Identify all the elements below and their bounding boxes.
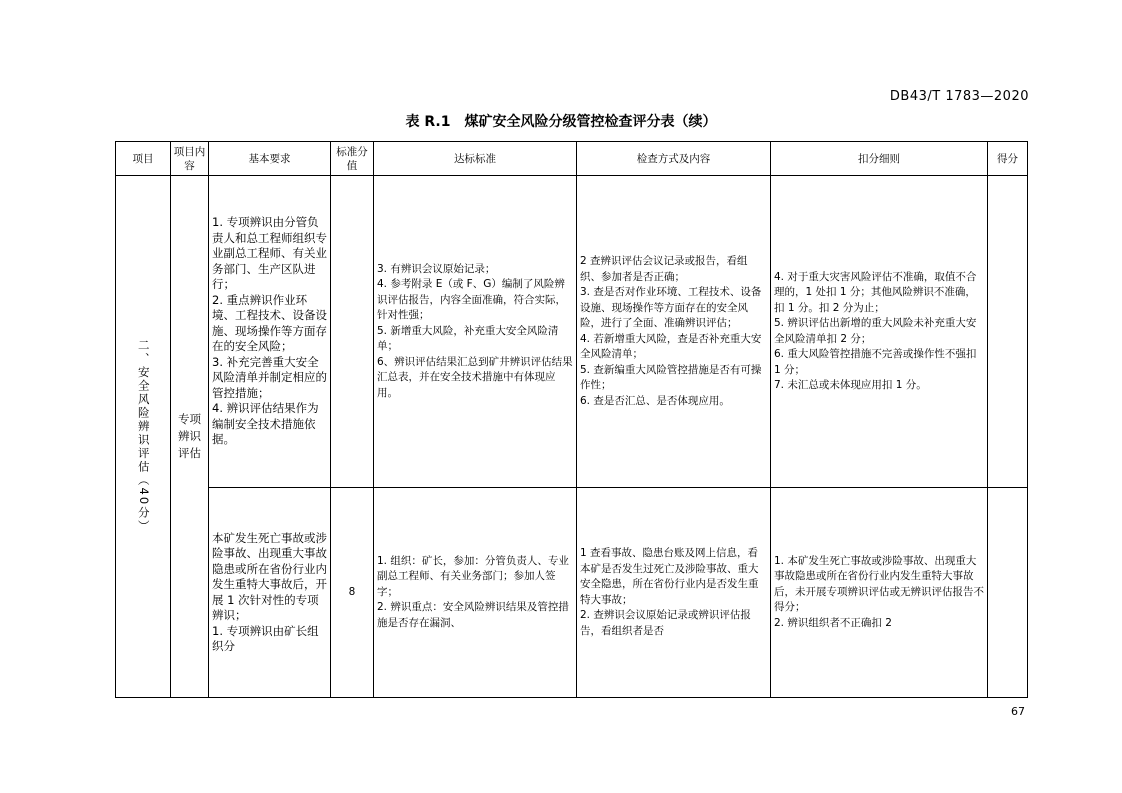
standard-code: DB43/T 1783—2020 (889, 89, 1029, 104)
col-header-standard-score: 标准分值 (331, 142, 374, 176)
method-line: 2. 查辨识会议原始记录或辨识评估报告，看组织者是否 (580, 609, 751, 637)
standard-line: 2. 辨识重点：安全风险辨识结果及管控措施是否存在漏洞、 (377, 601, 569, 629)
col-header-compliance-standard: 达标标准 (374, 142, 577, 176)
requirement-cell (209, 176, 331, 488)
method-cell (577, 488, 771, 698)
category-cell: 二、安全风险辨识评估（40分） (116, 176, 171, 698)
deduction-line: 2. 辨识组织者不正确扣 2 (774, 616, 892, 629)
standard-line: 3. 有辨识会议原始记录； (377, 262, 496, 275)
method-line: 3. 查是否对作业环境、工程技术、设备设施、现场操作等方面存在的安全风险，进行了全面、准确辨识评估； (580, 286, 762, 329)
requirement-line: 2. 重点辨识作业环境、工程技术、设备设施、现场操作等方面存在的安全风险； (212, 292, 327, 354)
standard-line: 6、辨识评估结果汇总到矿井辨识评估结果汇总表，并在安全技术措施中有体现应用。 (377, 355, 573, 399)
col-header-score-obtained: 得分 (988, 142, 1028, 176)
result-cell (988, 488, 1028, 698)
requirement-line: 1. 专项辨识由分管负责人和总工程师组织专业副总工程师、有关业务部门、生产区队进行； (212, 215, 327, 292)
deduction-line: 1. 本矿发生死亡事故或涉险事故、出现重大事故隐患或所在省份行业内发生重特大事故后，未开展专项辨识评估或无辨识评估报告不得分； (774, 554, 984, 614)
standard-line: 4. 参考附录 E（或 F、G）编制了风险辨识评估报告，内容全面准确，符合实际，针对性强； (377, 278, 566, 322)
standard-cell (374, 176, 577, 488)
table-header-row (116, 142, 1028, 176)
requirement-line: 3. 补充完善重大安全风险清单并制定相应的管控措施； (212, 354, 327, 400)
page-number: 67 (1011, 705, 1025, 718)
deduction-line: 4. 对于重大灾害风险评估不准确，取值不合理的，1 处扣 1 分；其他风险辨识不准确，扣 1 分。扣 2 分为止； (774, 270, 977, 314)
col-header-deduction-rules: 扣分细则 (771, 142, 988, 176)
table-row (116, 488, 1028, 698)
result-cell (988, 176, 1028, 488)
method-line: 1 查看事故、隐患台账及网上信息，看本矿是否发生过死亡及涉险事故、重大安全隐患，所在省份行业内是否发生重特大事故； (580, 547, 759, 606)
standard-line: 1. 组织：矿长，参加：分管负责人、专业副总工程师、有关业务部门；参加人签字； (377, 554, 569, 598)
col-header-item-content: 项目内容 (171, 142, 209, 176)
col-header-item: 项目 (116, 142, 171, 176)
col-header-basic-requirement: 基本要求 (209, 142, 331, 176)
requirement-line: 4. 辨识评估结果作为编制安全技术措施依据。 (212, 401, 319, 447)
method-line: 4. 若新增重大风险，查是否补充重大安全风险清单； (580, 332, 762, 360)
scoring-table (115, 141, 1028, 698)
col-header-inspection-method: 检查方式及内容 (577, 142, 771, 176)
method-line: 5. 查新编重大风险管控措施是否有可操作性； (580, 363, 762, 391)
score-cell (331, 176, 374, 488)
requirement-line: 本矿发生死亡事故或涉险事故、出现重大事故隐患或所在省份行业内发生重特大事故后，开展 1 次针对性的专项辨识； (212, 530, 327, 622)
method-cell (577, 176, 771, 488)
deduction-line: 6. 重大风险管控措施不完善或操作性不强扣 1 分； (774, 348, 977, 376)
sub-item-cell: 专项辨识评估 (171, 176, 209, 698)
standard-line: 5. 新增重大风险，补充重大安全风险清单； (377, 324, 559, 353)
deduction-cell (771, 176, 988, 488)
deduction-line: 7. 未汇总或未体现应用扣 1 分。 (774, 379, 927, 391)
requirement-cell (209, 488, 331, 698)
standard-cell (374, 488, 577, 698)
table-title: 表 R.1 煤矿安全风险分级管控检查评分表（续） (405, 114, 717, 130)
deduction-line: 5. 辨识评估出新增的重大风险未补充重大安全风险清单扣 2 分； (774, 317, 977, 345)
score-cell: 8 (331, 488, 374, 698)
requirement-line: 1. 专项辨识由矿长组织分 (212, 623, 319, 653)
table-row (116, 176, 1028, 488)
method-line: 2 查辨识评估会议记录或报告，看组织、参加者是否正确； (580, 255, 748, 283)
method-line: 6. 查是否汇总、是否体现应用。 (580, 394, 730, 407)
deduction-cell (771, 488, 988, 698)
